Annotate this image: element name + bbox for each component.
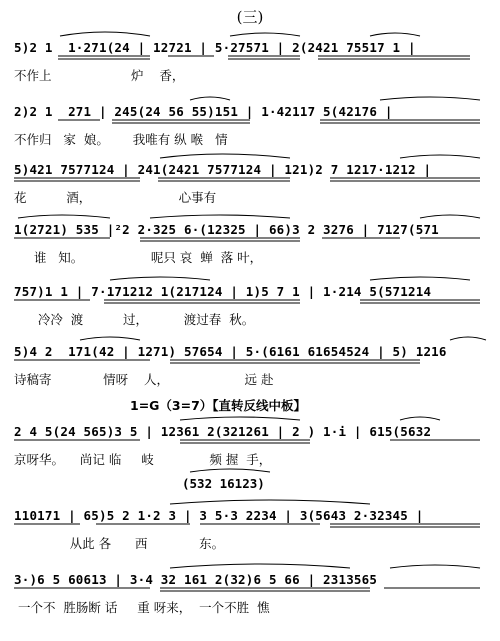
notation-line: 2)2 1 271 | 245(24 56 55)151 | 1·42117 5(42176 | — [14, 104, 393, 119]
notation-line: 110171 | 65)5 2 1·2 3 | 3 5·3 2234 | 3(5643 2·32345 | — [14, 508, 424, 523]
section-title: (三) — [236, 8, 264, 26]
lyric-line: 诗稿寄 情呀 人， 远 赴 — [14, 372, 274, 387]
notation-line: 757)1 1 | 7·171212 1(217124 | 1)5 7 1 | 1·214 5(571214 — [14, 284, 432, 299]
ornament-annotation: (532 16123) — [182, 476, 265, 491]
notation-line: 3·)6 5 60613 | 3·4 32 161 2(32)6 5 66 | 2313565 — [14, 572, 378, 587]
lyric-line: 花 酒， 心事有 — [14, 190, 217, 205]
notation-line: 2 4 5(24 565)3 5 | 12361 2(321261 | 2 ) 1·i | 615(5632 — [14, 424, 432, 439]
lyric-line: 从此 各 西 东。 — [14, 536, 225, 551]
notation-line: 1(2721) 535 |²2 2·325 6·(12325 | 66)3 2 3276 | 7127(571 — [14, 222, 439, 237]
lyric-line: 京呀华。 尚记 临 岐 频 握 手， — [14, 452, 272, 467]
lyric-line: 不作上 炉 香， — [14, 68, 185, 83]
lyric-line: 一个不 胜肠断 话 重 呀来， 一个不胜 憔 — [14, 600, 270, 615]
notation-line: 5)4 2 171(42 | 1271) 57654 | 5·(6161 61654524 | 5) 1216 — [14, 344, 447, 359]
lyric-line: 冷冷 渡 过， 渡过春 秋。 — [14, 312, 255, 327]
key-signature: 1=G（3=7）【直转反线中板】 — [130, 398, 307, 413]
lyric-line: 不作归 家 娘。 我唯有 纵 喉 情 — [14, 132, 228, 147]
lyric-line: 谁 知。 呢只 哀 蝉 落 叶， — [14, 250, 263, 265]
notation-line: 5)2 1 1·271(24 | 12721 | 5·27571 | 2(2421 75517 1 | — [14, 40, 416, 55]
notation-line: 5)421 7577124 | 241(2421 7577124 | 121)2 7 1217·1212 | — [14, 162, 432, 177]
